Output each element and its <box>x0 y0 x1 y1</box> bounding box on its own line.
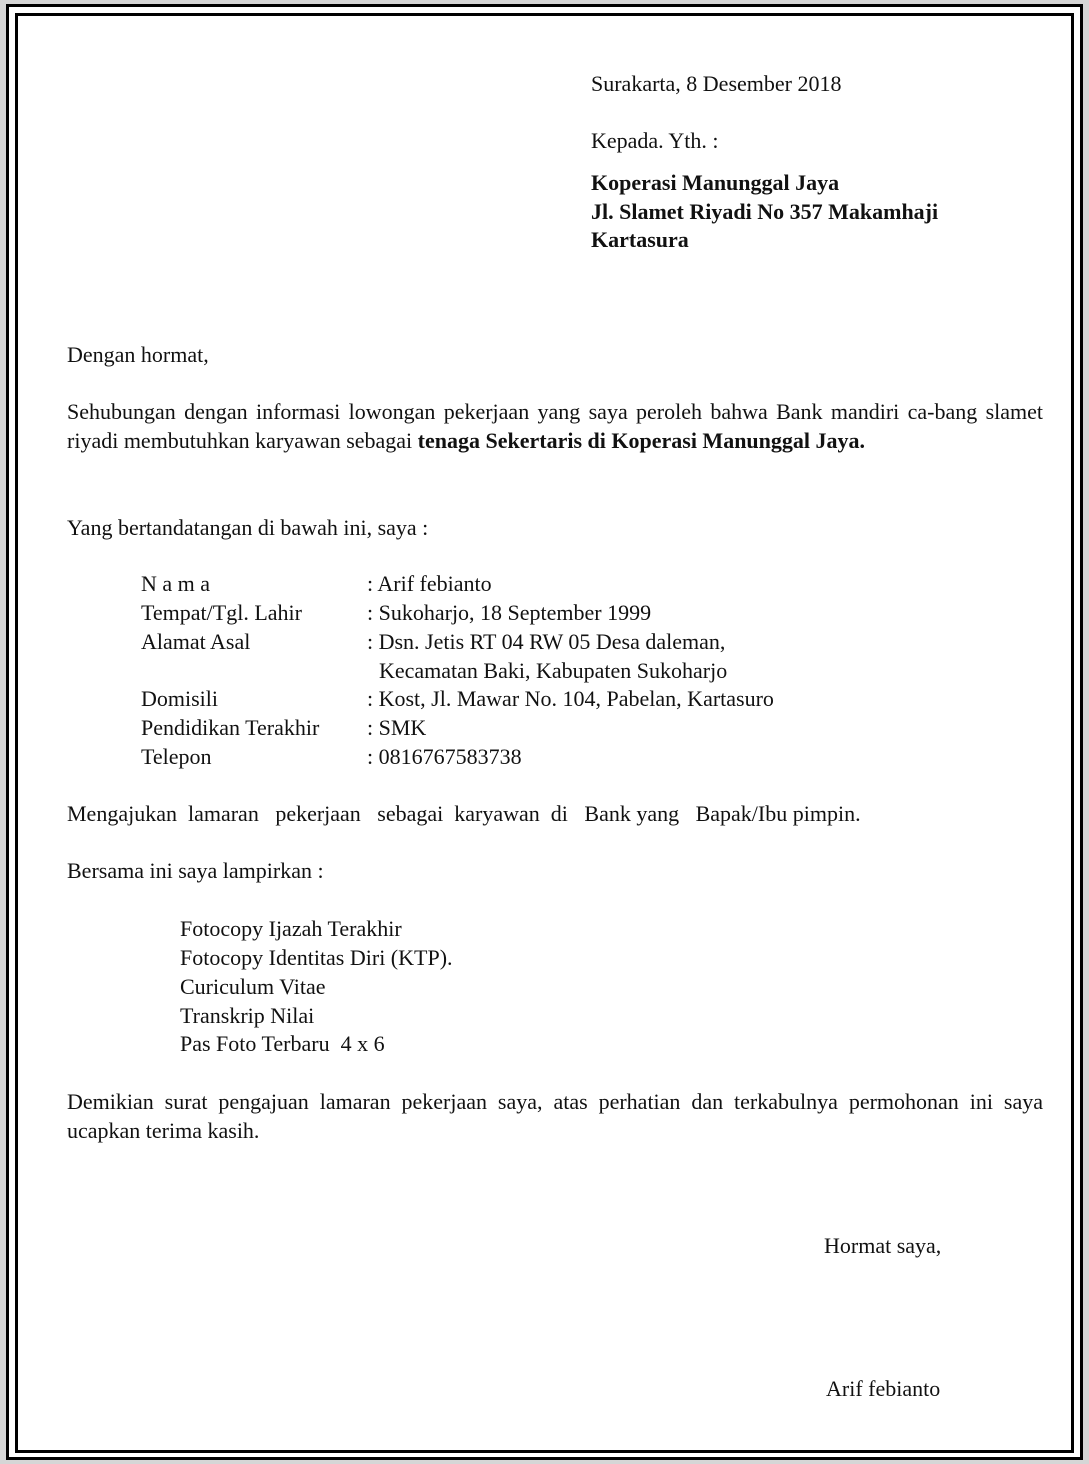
attachment-item: Curiculum Vitae <box>180 974 326 999</box>
page-border-inner <box>15 13 1074 1453</box>
detail-value-alamat-line1: : Dsn. Jetis RT 04 RW 05 Desa daleman, <box>367 629 726 654</box>
intro-text: Sehubungan dengan informasi lowongan pekerjaan yang saya peroleh bahwa Bank mandiri ca-bang slamet riyadi membutuhkan karyawan sebagai <box>67 399 1043 453</box>
closing-paragraph: Demikian surat pengajuan lamaran pekerjaan saya, atas perhatian dan terkabulnya permohonan ini saya ucapkan terima kasih. <box>67 1089 1043 1143</box>
detail-label-alamat: Alamat Asal <box>141 629 251 654</box>
signoff: Hormat saya, <box>824 1233 942 1258</box>
intro-position: tenaga Sekertaris di Koperasi Manunggal Jaya. <box>417 428 866 453</box>
application-line: Mengajukan lamaran pekerjaan sebagai karyawan di Bank yang Bapak/Ibu pimpin. <box>67 801 861 826</box>
detail-label-nama: N a m a <box>141 571 211 596</box>
detail-value-alamat-line2: Kecamatan Baki, Kabupaten Sukoharjo <box>379 658 728 683</box>
detail-value-pendidikan: : SMK <box>367 715 427 740</box>
detail-value-nama: : Arif febianto <box>367 571 492 596</box>
attachment-item: Transkrip Nilai <box>180 1003 315 1028</box>
page-border-outer <box>6 4 1083 1460</box>
detail-value-telepon: : 0816767583738 <box>367 744 522 769</box>
detail-label-telepon: Telepon <box>141 744 212 769</box>
recipient-address-line1: Jl. Slamet Riyadi No 357 Makamhaji <box>591 199 939 224</box>
attachments-intro: Bersama ini saya lampirkan : <box>67 858 324 883</box>
greeting: Dengan hormat, <box>67 342 209 367</box>
attachment-item: Fotocopy Identitas Diri (KTP). <box>180 945 453 970</box>
recipient-name: Koperasi Manunggal Jaya <box>591 170 840 195</box>
recipient-label: Kepada. Yth. : <box>591 128 719 153</box>
detail-label-pendidikan: Pendidikan Terakhir <box>141 715 320 740</box>
attachment-item: Fotocopy Ijazah Terakhir <box>180 916 402 941</box>
place-date: Surakarta, 8 Desember 2018 <box>591 71 842 96</box>
recipient-address-line2: Kartasura <box>591 227 689 252</box>
detail-value-ttl: : Sukoharjo, 18 September 1999 <box>367 600 652 625</box>
detail-label-domisili: Domisili <box>141 686 219 711</box>
signature-name: Arif febianto <box>826 1376 941 1401</box>
undersigned-line: Yang bertandatangan di bawah ini, saya : <box>67 515 429 540</box>
intro-paragraph <box>67 397 1043 455</box>
detail-label-ttl: Tempat/Tgl. Lahir <box>141 600 302 625</box>
detail-value-domisili: : Kost, Jl. Mawar No. 104, Pabelan, Kartasuro <box>367 686 774 711</box>
attachment-item: Pas Foto Terbaru 4 x 6 <box>180 1031 385 1056</box>
